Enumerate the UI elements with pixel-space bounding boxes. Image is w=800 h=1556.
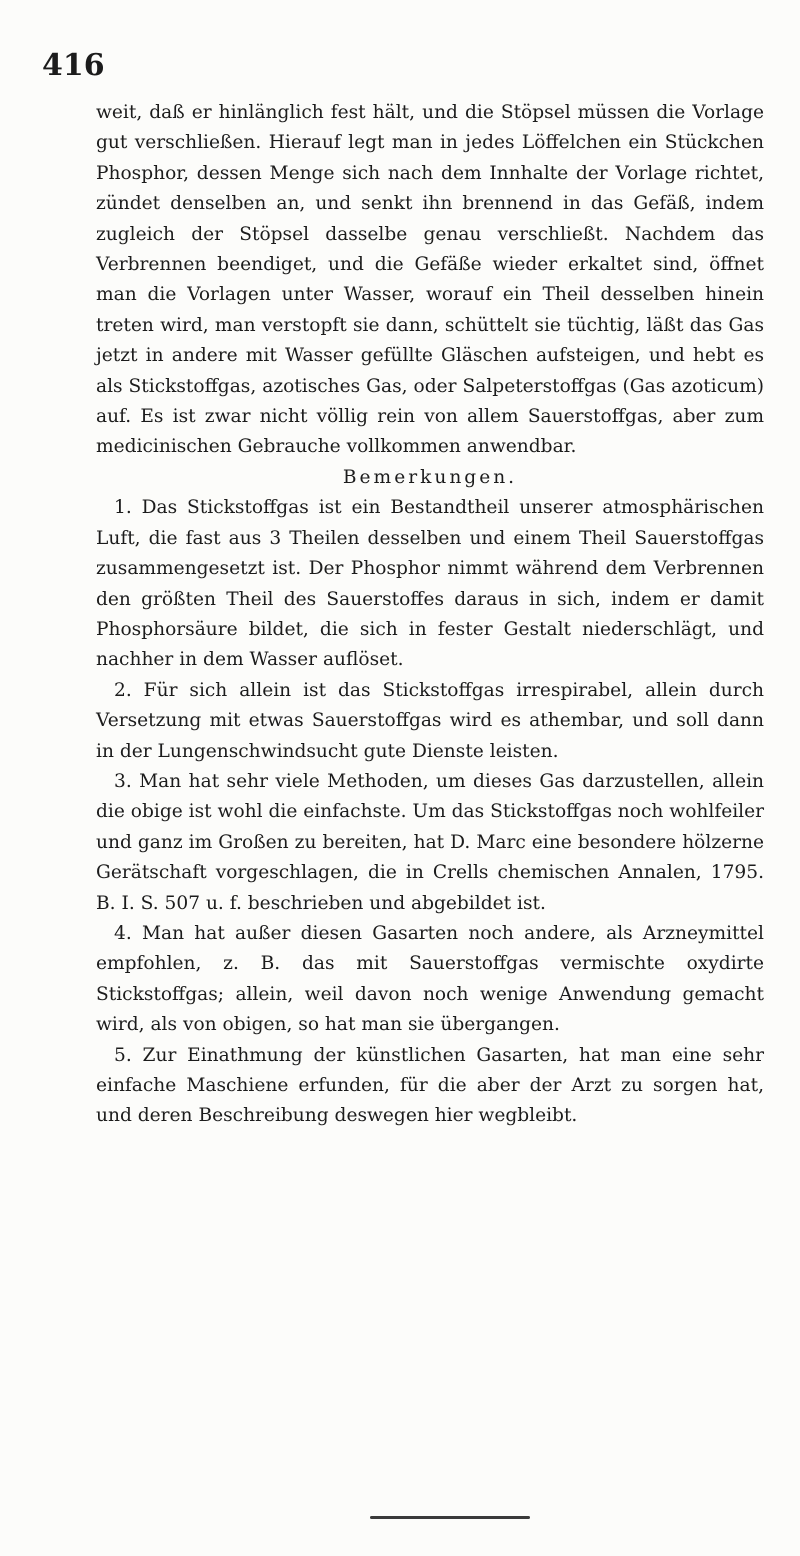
remark-4: 4. Man hat außer diesen Gasarten noch andere, als Arzneymittel empfohlen, z. B. das mit Sauerstoffgas vermischte oxydirte Stickstoffgas; allein, weil davon noch wenige Anwendung gemacht wird, als von obigen, so hat man sie übergangen.: [96, 922, 764, 1036]
page-number: 416: [42, 48, 105, 83]
remark-1: 1. Das Stickstoffgas ist ein Bestandtheil unserer atmosphärischen Luft, die fast aus 3 Theilen desselben und einem Theil Sauerstoffgas zusammengesetzt ist. Der Phosphor nimmt während dem Verbrennen den größten Theil des Sauerstoffes daraus in sich, indem er damit Phosphorsäure bildet, die sich in fester Gestalt niederschlägt, und nachher in dem Wasser auflöset.: [96, 497, 764, 671]
remark-5: 5. Zur Einathmung der künstlichen Gasarten, hat man eine sehr einfache Maschiene erfunden, für die aber der Arzt zu sorgen hat, und deren Beschreibung deswegen hier wegbleibt.: [96, 1044, 764, 1127]
section-heading: Bemerkungen.: [342, 466, 518, 488]
remark-2: 2. Für sich allein ist das Stickstoffgas irrespirabel, allein durch Versetzung mit etwas Sauerstoffgas wird es athembar, und soll dann in der Lungenschwindsucht gute Dienste leisten.: [96, 679, 764, 762]
end-rule: [370, 1516, 530, 1519]
page-body: [96, 98, 764, 1132]
intro-paragraph: weit, daß er hinlänglich fest hält, und die Stöpsel müssen die Vorlage gut verschließen. Hierauf legt man in jedes Löffelchen ein Stückchen Phosphor, dessen Menge sich nach dem Innhalte der Vorlage richtet, zündet denselben an, und senkt ihn brennend in das Gefäß, indem zugleich der Stöpsel dasselbe genau verschließt. Nachdem das Verbrennen beendiget, und die Gefäße wieder erkaltet sind, öffnet man die Vorlagen unter Wasser, worauf ein Theil desselben hinein treten wird, man verstopft sie dann, schüttelt sie tüchtig, läßt das Gas jetzt in andere mit Wasser gefüllte Gläschen aufsteigen, und hebt es als Stickstoffgas, azotisches Gas, oder Salpeterstoffgas (Gas azoticum) auf. Es ist zwar nicht völlig rein von allem Sauerstoffgas, aber zum medicinischen Gebrauche vollkommen anwendbar.: [96, 102, 764, 458]
remark-3: 3. Man hat sehr viele Methoden, um dieses Gas darzustellen, allein die obige ist wohl die einfachste. Um das Stickstoffgas noch wohlfeiler und ganz im Großen zu bereiten, hat D. Marc eine besondere hölzerne Gerätschaft vorgeschlagen, die in Crells chemischen Annalen, 1795. B. I. S. 507 u. f. beschrieben und abgebildet ist.: [96, 770, 764, 914]
